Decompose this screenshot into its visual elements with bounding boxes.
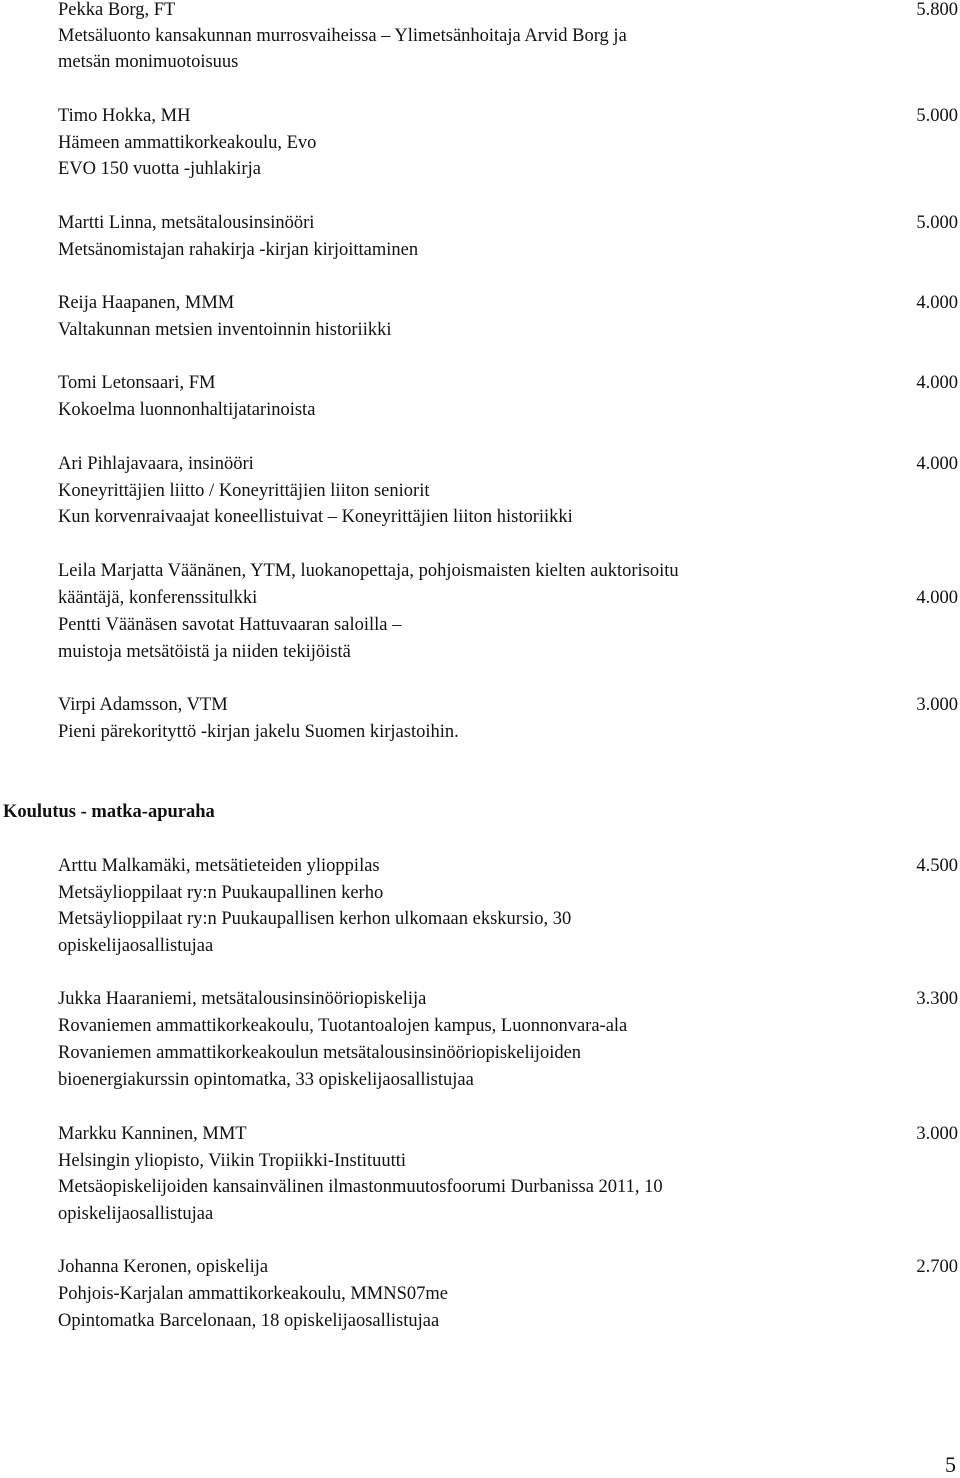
grant-line: Opintomatka Barcelonaan, 18 opiskelijaosallistujaa: [58, 1311, 440, 1331]
grant-line: Metsäylioppilaat ry:n Puukaupallisen kerhon ulkomaan ekskursio, 30: [58, 909, 572, 929]
section-heading: Koulutus - matka-apuraha: [3, 802, 215, 822]
grant-line: Pekka Borg, FT: [58, 0, 176, 20]
grant-line: Metsäopiskelijoiden kansainvälinen ilmastonmuutosfoorumi Durbanissa 2011, 10: [58, 1177, 663, 1197]
grant-line: Pentti Väänäsen savotat Hattuvaaran saloilla –: [58, 615, 402, 635]
grant-line: Valtakunnan metsien inventoinnin historiikki: [58, 320, 392, 340]
grant-line: muistoja metsätöistä ja niiden tekijöistä: [58, 642, 351, 662]
grant-amount: 5.000: [916, 106, 958, 126]
grant-line: Rovaniemen ammattikorkeakoulun metsätalousinsinööriopiskelijoiden: [58, 1043, 582, 1063]
grant-line: Rovaniemen ammattikorkeakoulu, Tuotantoalojen kampus, Luonnonvara-ala: [58, 1016, 628, 1036]
grant-amount: 3.000: [916, 695, 958, 715]
grant-line: metsän monimuotoisuus: [58, 52, 239, 72]
grant-line: Helsingin yliopisto, Viikin Tropiikki-Instituutti: [58, 1151, 407, 1171]
grant-amount: 5.800: [916, 0, 958, 20]
grant-line: Reija Haapanen, MMM: [58, 293, 235, 313]
grant-line: opiskelijaosallistujaa: [58, 1204, 214, 1224]
grant-line: Hämeen ammattikorkeakoulu, Evo: [58, 133, 317, 153]
grant-line: Leila Marjatta Väänänen, YTM, luokanopettaja, pohjoismaisten kielten auktorisoitu: [58, 561, 679, 581]
grant-line: Jukka Haaraniemi, metsätalousinsinööriopiskelija: [58, 989, 427, 1009]
grant-line: Ari Pihlajavaara, insinööri: [58, 454, 254, 474]
grant-line: Pohjois-Karjalan ammattikorkeakoulu, MMNS07me: [58, 1284, 448, 1304]
grant-line: Johanna Keronen, opiskelija: [58, 1257, 269, 1277]
grant-line: Martti Linna, metsätalousinsinööri: [58, 213, 315, 233]
grant-line: Kun korvenraivaajat koneellistuivat – Koneyrittäjien liiton historiikki: [58, 507, 573, 527]
grant-line: Markku Kanninen, MMT: [58, 1124, 247, 1144]
grant-line: bioenergiakurssin opintomatka, 33 opiskelijaosallistujaa: [58, 1070, 474, 1090]
grant-line: Kokoelma luonnonhaltijatarinoista: [58, 400, 316, 420]
grant-amount: 4.000: [916, 588, 958, 608]
grant-amount: 4.000: [916, 293, 958, 313]
grant-line: Arttu Malkamäki, metsätieteiden ylioppilas: [58, 856, 380, 876]
grant-line: EVO 150 vuotta -juhlakirja: [58, 159, 261, 179]
grant-amount: 3.000: [916, 1124, 958, 1144]
grant-amount: 4.000: [916, 373, 958, 393]
grant-line: Metsäylioppilaat ry:n Puukaupallinen kerho: [58, 883, 384, 903]
grant-line: opiskelijaosallistujaa: [58, 936, 214, 956]
grant-line: Metsänomistajan rahakirja -kirjan kirjoittaminen: [58, 240, 419, 260]
grant-line: Tomi Letonsaari, FM: [58, 373, 216, 393]
grant-amount: 5.000: [916, 213, 958, 233]
grant-line: Pieni pärekorityttö -kirjan jakelu Suomen kirjastoihin.: [58, 722, 459, 742]
grant-line: Koneyrittäjien liitto / Koneyrittäjien liiton seniorit: [58, 481, 430, 501]
grant-line: Virpi Adamsson, VTM: [58, 695, 228, 715]
grant-amount: 3.300: [916, 989, 958, 1009]
grant-amount: 2.700: [916, 1257, 958, 1277]
grant-line: Metsäluonto kansakunnan murrosvaiheissa – Ylimetsänhoitaja Arvid Borg ja: [58, 26, 627, 46]
grant-amount: 4.500: [916, 856, 958, 876]
grant-amount: 4.000: [916, 454, 958, 474]
grant-line: kääntäjä, konferenssitulkki: [58, 588, 258, 608]
grant-line: Timo Hokka, MH: [58, 106, 191, 126]
page-number: 5: [945, 1452, 956, 1477]
